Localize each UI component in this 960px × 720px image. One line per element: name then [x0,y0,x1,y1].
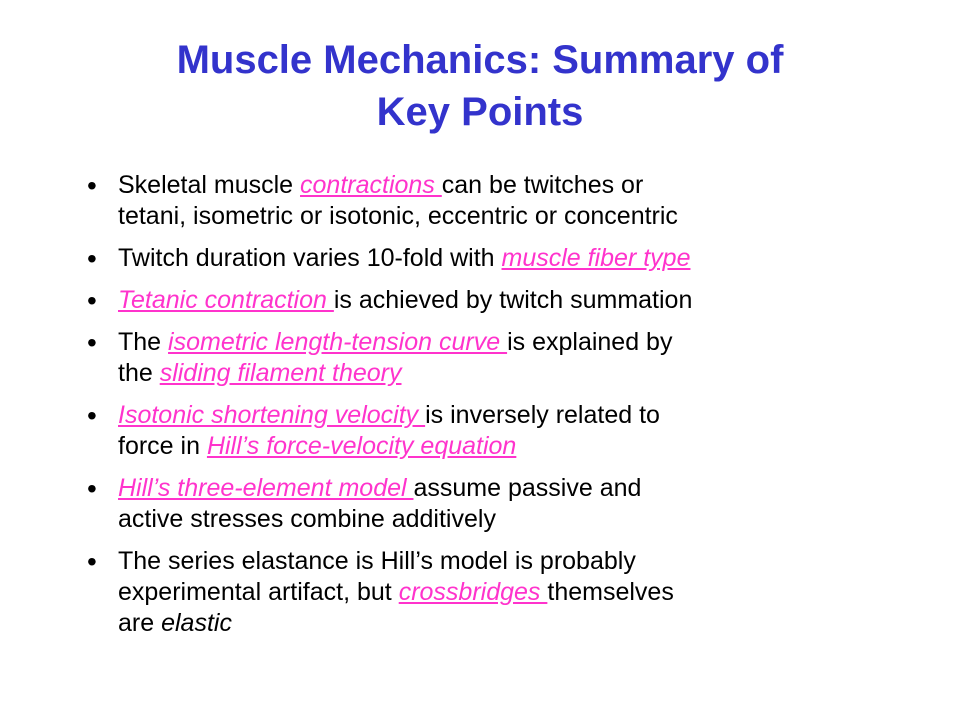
bullet-text: can be twitches or [441,171,644,199]
link-tetanic-contraction[interactable]: Tetanic contraction [118,286,334,314]
bullet-item [0,546,960,639]
bullet-dot-icon: • [87,327,97,358]
bullet-dot-icon: • [87,473,97,504]
emphasis-elastic: elastic [161,609,232,637]
bullet-text: assume passive and [413,474,642,502]
bullet-text: the [118,359,160,387]
link-sliding-filament-theory[interactable]: sliding filament theory [159,359,402,387]
link-muscle-fiber-type[interactable]: muscle fiber type [501,244,691,272]
bullet-list [0,170,960,650]
bullet-dot-icon: • [87,546,97,577]
link-hills-three-element-model[interactable]: Hill’s three-element model [118,474,414,502]
link-isometric-length-tension-curve[interactable]: isometric length-tension curve [168,328,508,356]
bullet-dot-icon: • [87,285,97,316]
bullet-text: is explained by [507,328,673,356]
bullet-text: tetani, isometric or isotonic, eccentric or concentric [118,202,678,230]
bullet-item [0,170,960,232]
bullet-item [0,327,960,389]
bullet-text: Twitch duration varies 10-fold with [118,244,502,272]
bullet-text: themselves [547,578,674,606]
bullet-text: is inversely related to [425,401,660,429]
bullet-text: Skeletal muscle [118,171,301,199]
link-isotonic-shortening-velocity[interactable]: Isotonic shortening velocity [118,401,426,429]
link-contractions[interactable]: contractions [300,171,442,199]
bullet-text: The [118,328,169,356]
bullet-dot-icon: • [87,243,97,274]
bullet-item [0,285,960,316]
bullet-text: is achieved by twitch summation [333,286,693,314]
link-hills-force-velocity-equation[interactable]: Hill’s force-velocity equation [206,432,517,460]
bullet-dot-icon: • [87,170,97,201]
link-crossbridges[interactable]: crossbridges [398,578,548,606]
bullet-text: experimental artifact, but [118,578,399,606]
bullet-item [0,400,960,462]
bullet-item [0,243,960,274]
bullet-text: The series elastance is Hill’s model is probably [118,547,636,575]
bullet-dot-icon: • [87,400,97,431]
title-line-2: Key Points [376,90,584,134]
title-line-1: Muscle Mechanics: Summary of [176,38,784,82]
bullet-text: are [118,609,162,637]
bullet-text: force in [118,432,207,460]
bullet-item [0,473,960,535]
bullet-text: active stresses combine additively [118,505,496,533]
slide-title [0,34,960,138]
